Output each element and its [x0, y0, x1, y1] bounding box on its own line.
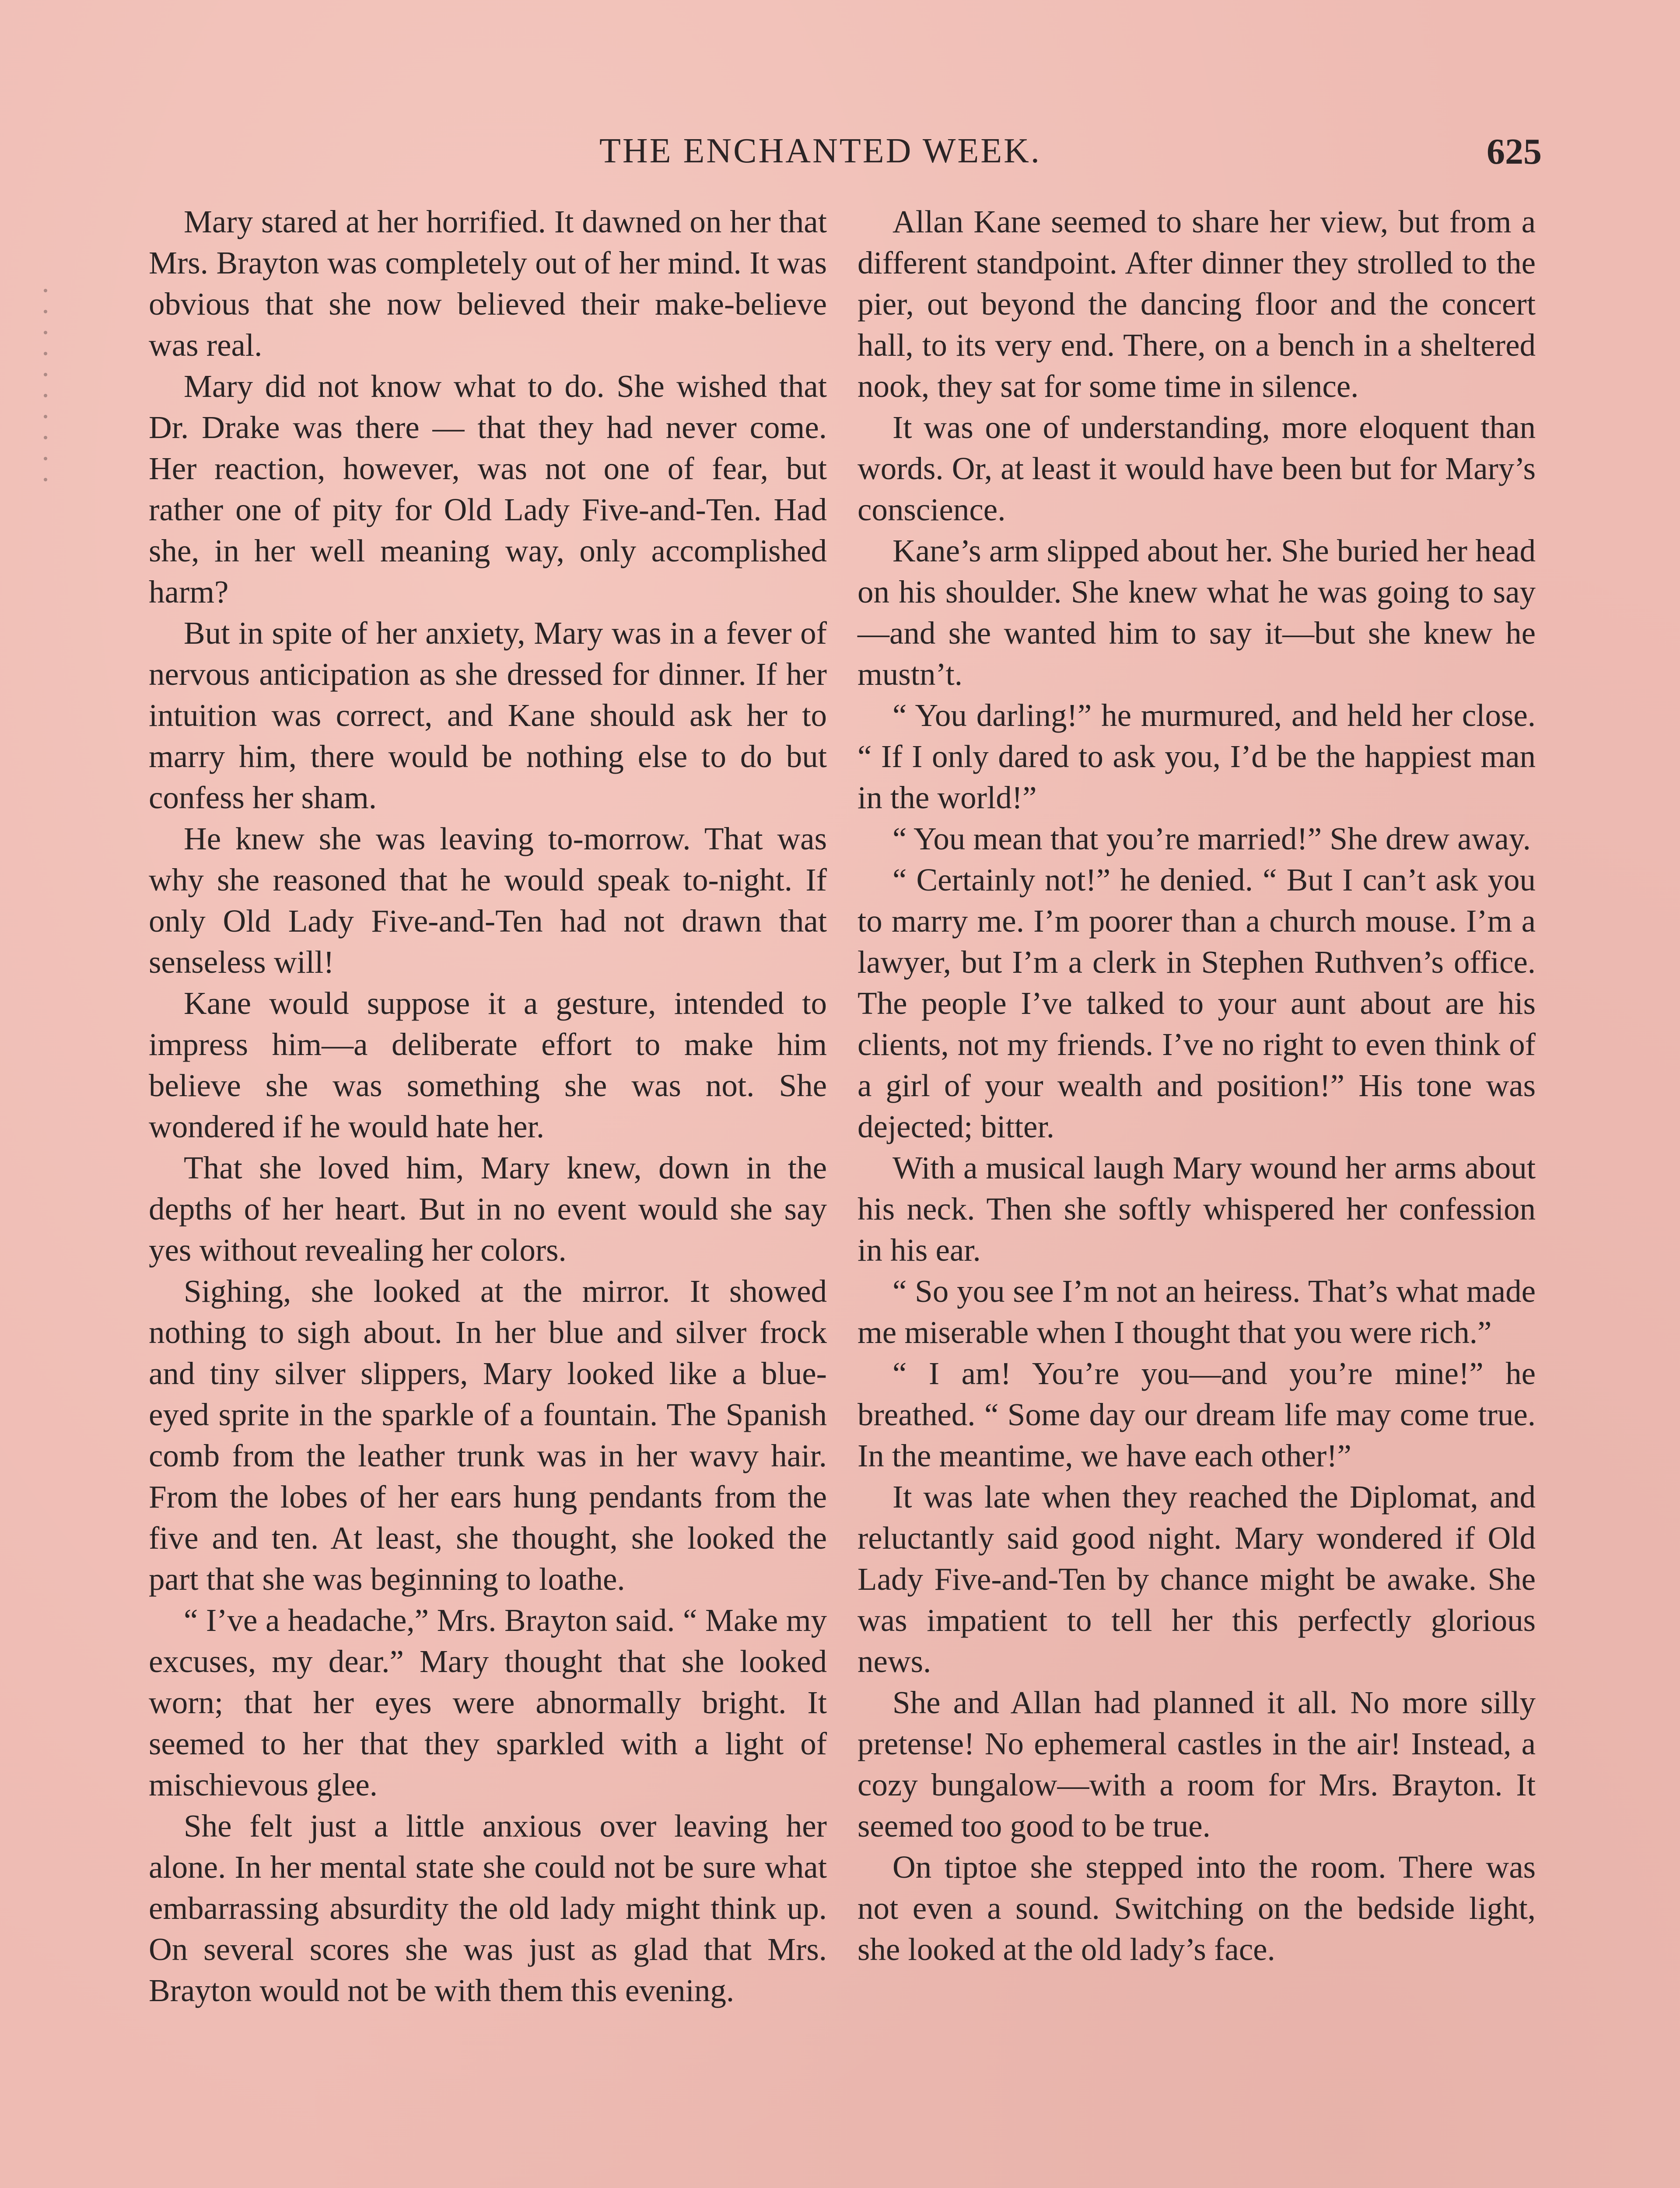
binding-holes-decoration	[39, 289, 52, 516]
paragraph: With a musical laugh Mary wound her arms about his neck. Then she softly whispered her confession in his ear.	[858, 1150, 1536, 1268]
paragraph: Mary did not know what to do. She wished that Dr. Drake was there — that they had never come. Her reaction, however, was not one of fear, but rather one of pity for Old Lady Five-and-Ten. Had she, in her well meaning way, only accomplished harm?	[149, 368, 827, 610]
paragraph: She felt just a little anxious over leaving her alone. In her mental state she could not be sure what embarrassing absurdity the old lady might think up. On several scores she was just as glad that Mrs. Brayton would not be with them this evening.	[149, 1808, 827, 2008]
page-number: 625	[1487, 131, 1542, 172]
text-column-left	[149, 201, 827, 2011]
paragraph: Kane’s arm slipped about her. She buried her head on his shoulder. She knew what he was going to say—and she wanted him to say it—but she knew he mustn’t.	[858, 533, 1536, 692]
paragraph: It was late when they reached the Diplomat, and reluctantly said good night. Mary wondered if Old Lady Five-and-Ten by chance might be awake. She was impatient to tell her this perfectly glorious news.	[858, 1479, 1536, 1679]
paragraph: “ You darling!” he murmured, and held her close. “ If I only dared to ask you, I’d be the happiest man in the world!”	[858, 698, 1536, 815]
text-column-right	[858, 201, 1536, 1970]
running-head: THE ENCHANTED WEEK.	[599, 132, 1041, 170]
paragraph: Mary stared at her horrified. It dawned on her that Mrs. Brayton was completely out of her mind. It was obvious that she now believed their make-believe was real.	[149, 204, 827, 363]
paragraph: She and Allan had planned it all. No more silly pretense! No ephemeral castles in the air! Instead, a cozy bungalow—with a room for Mrs. Brayton. It seemed too good to be true.	[858, 1685, 1536, 1844]
paragraph: “ I’ve a headache,” Mrs. Brayton said. “ Make my excuses, my dear.” Mary thought that she looked worn; that her eyes were abnormally bright. It seemed to her that they sparkled with a light of mischievous glee.	[149, 1602, 827, 1802]
paragraph: “ Certainly not!” he denied. “ But I can’t ask you to marry me. I’m poorer than a church mouse. I’m a lawyer, but I’m a clerk in Stephen Ruthven’s office. The people I’ve talked to your aunt about are his clients, not my friends. I’ve no right to even think of a girl of your wealth and position!” His tone was dejected; bitter.	[858, 862, 1536, 1144]
paragraph: That she loved him, Mary knew, down in the depths of her heart. But in no event would she say yes without revealing her colors.	[149, 1150, 827, 1268]
paragraph: “ So you see I’m not an heiress. That’s what made me miserable when I thought that you were rich.”	[858, 1273, 1536, 1350]
paragraph: On tiptoe she stepped into the room. There was not even a sound. Switching on the bedside light, she looked at the old lady’s face.	[858, 1849, 1536, 1967]
paragraph: “ I am! You’re you—and you’re mine!” he breathed. “ Some day our dream life may come true. In the meantime, we have each other!”	[858, 1356, 1536, 1473]
paragraph: He knew she was leaving to-morrow. That was why she reasoned that he would speak to-night. If only Old Lady Five-and-Ten had not drawn that senseless will!	[149, 821, 827, 980]
paragraph: Allan Kane seemed to share her view, but from a different standpoint. After dinner they strolled to the pier, out beyond the dancing floor and the concert hall, to its very end. There, on a bench in a sheltered nook, they sat for some time in silence.	[858, 204, 1536, 404]
paragraph: But in spite of her anxiety, Mary was in a fever of nervous anticipation as she dressed for dinner. If her intuition was correct, and Kane should ask her to marry him, there would be nothing else to do but confess her sham.	[149, 615, 827, 815]
paragraph: It was one of understanding, more eloquent than words. Or, at least it would have been but for Mary’s conscience.	[858, 410, 1536, 527]
paragraph: “ You mean that you’re married!” She drew away.	[892, 821, 1531, 856]
paragraph: Sighing, she looked at the mirror. It showed nothing to sigh about. In her blue and silver frock and tiny silver slippers, Mary looked like a blue-eyed sprite in the sparkle of a fountain. The Spanish comb from the leather trunk was in her wavy hair. From the lobes of her ears hung pendants from the five and ten. At least, she thought, she looked the part that she was beginning to loathe.	[149, 1273, 827, 1597]
paragraph: Kane would suppose it a gesture, intended to impress him—a deliberate effort to make him believe she was something she was not. She wondered if he would hate her.	[149, 985, 827, 1144]
